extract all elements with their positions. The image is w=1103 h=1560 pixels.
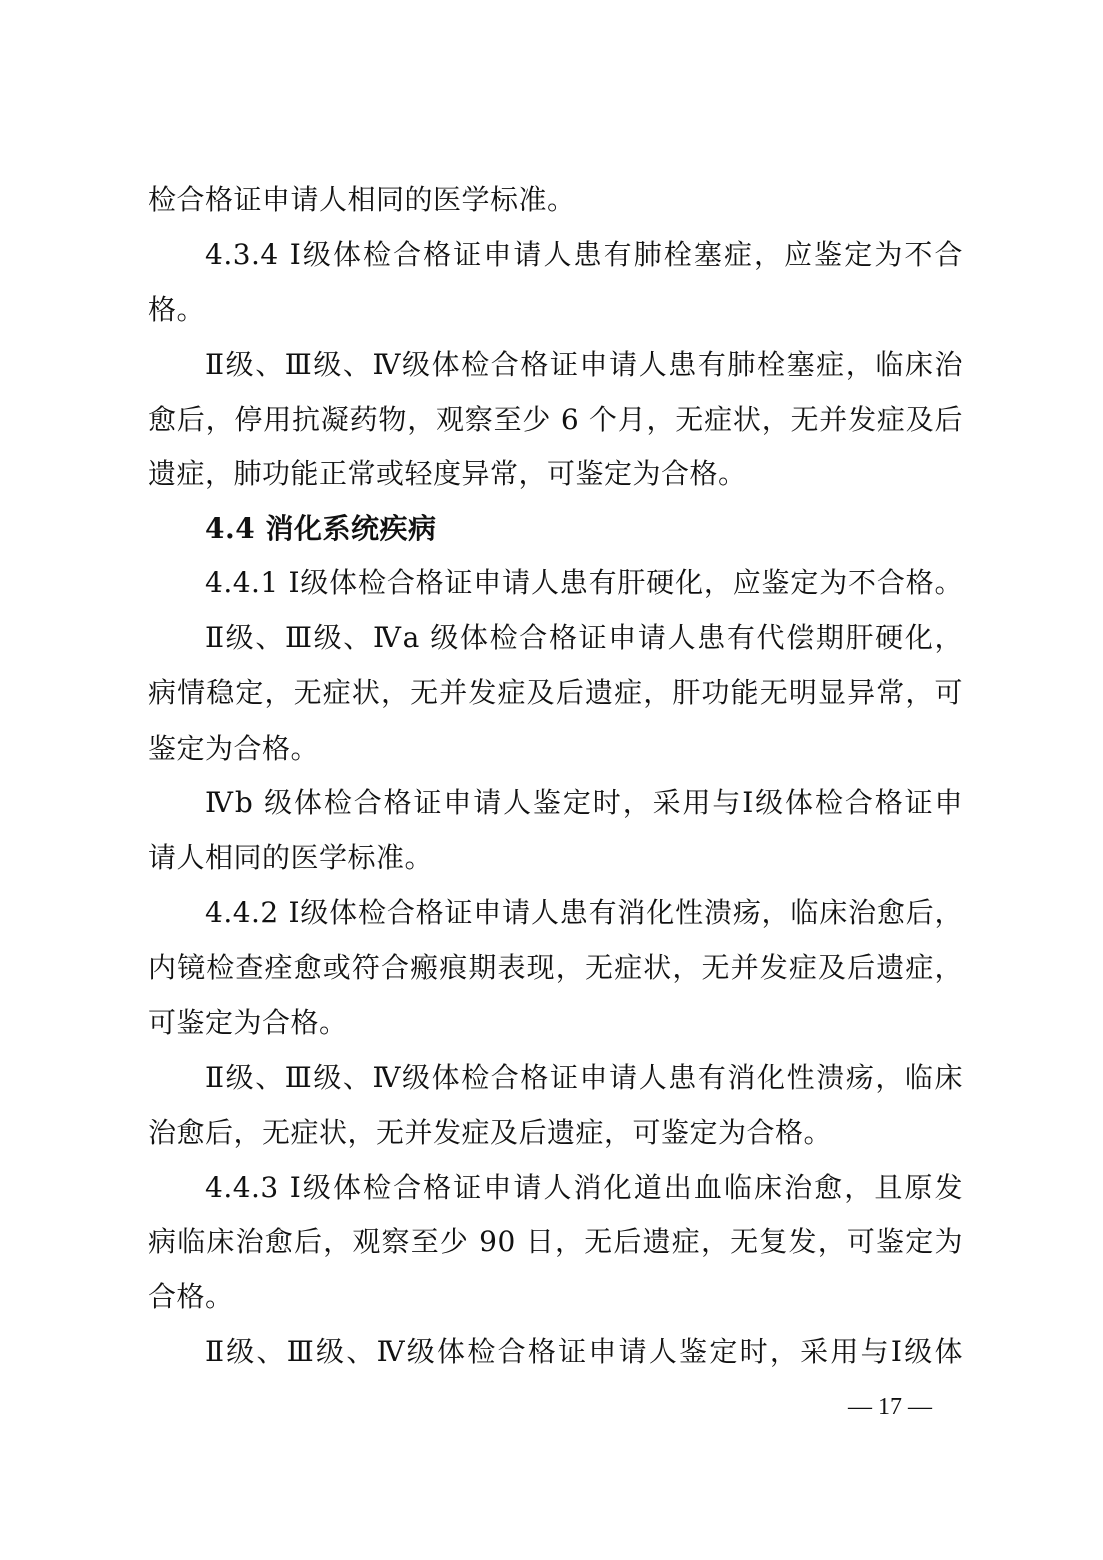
text-line: Ⅱ级、Ⅲ级、Ⅳa 级体检合格证申请人患有代偿期肝硬化， (205, 621, 963, 654)
text-line: Ⅱ级、Ⅲ级、Ⅳ级体检合格证申请人患有消化性溃疡，临床 (205, 1061, 963, 1094)
text-line: 病情稳定，无症状，无并发症及后遗症，肝功能无明显异常，可 (148, 676, 963, 709)
text-line: 可鉴定为合格。 (148, 1006, 348, 1039)
section-heading: 4.4 消化系统疾病 (205, 512, 437, 545)
text-line: 遗症，肺功能正常或轻度异常，可鉴定为合格。 (148, 457, 747, 490)
text-line: 治愈后，无症状，无并发症及后遗症，可鉴定为合格。 (148, 1116, 833, 1149)
text-line: Ⅳb 级体检合格证申请人鉴定时，采用与Ⅰ级体检合格证申 (205, 786, 963, 819)
text-line: Ⅱ级、Ⅲ级、Ⅳ级体检合格证申请人鉴定时，采用与Ⅰ级体 (205, 1335, 963, 1368)
text-line: 4.3.4 Ⅰ级体检合格证申请人患有肺栓塞症，应鉴定为不合 (205, 238, 963, 271)
text-line: 愈后，停用抗凝药物，观察至少 6 个月，无症状，无并发症及后 (148, 403, 963, 436)
text-line: 4.4.3 Ⅰ级体检合格证申请人消化道出血临床治愈，且原发 (205, 1171, 963, 1204)
text-line: 4.4.1 Ⅰ级体检合格证申请人患有肝硬化，应鉴定为不合格。 (205, 566, 963, 599)
text-line: 鉴定为合格。 (148, 732, 320, 765)
text-line: 检合格证申请人相同的医学标准。 (148, 183, 576, 216)
text-line: 请人相同的医学标准。 (148, 841, 434, 874)
text-line: 病临床治愈后，观察至少 90 日，无后遗症，无复发，可鉴定为 (148, 1225, 963, 1258)
text-line: 4.4.2 Ⅰ级体检合格证申请人患有消化性溃疡，临床治愈后， (205, 896, 963, 929)
text-line: Ⅱ级、Ⅲ级、Ⅳ级体检合格证申请人患有肺栓塞症，临床治 (205, 348, 963, 381)
page-number: — 17 — (848, 1394, 932, 1420)
text-line: 合格。 (148, 1280, 234, 1313)
text-line: 格。 (148, 293, 206, 326)
text-line: 内镜检查痊愈或符合瘢痕期表现，无症状，无并发症及后遗症， (148, 951, 963, 984)
